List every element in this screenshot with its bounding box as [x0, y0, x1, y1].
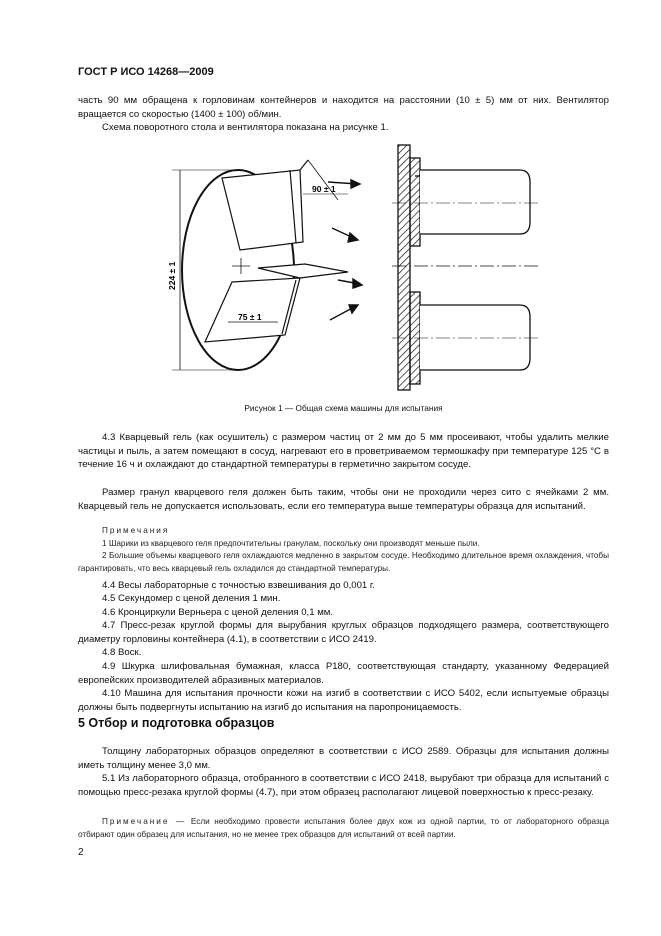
paragraph-4-4: 4.4 Весы лабораторные с точностью взвешивания до 0,001 г. — [102, 580, 375, 591]
section-5-note-text: Если необходимо провести испытания более двух кож из одной партии, то от лабораторного образца отбирают один образец для испытания, но не менее трех образцов для испытаний от всей партии. — [78, 817, 609, 839]
section-5-note-label: Примечание — — [102, 817, 187, 826]
paragraph-5-1: 5.1 Из лабораторного образца, отобранного в соответствии с ИСО 2418, вырубают три образца для испытаний с помощью пресс-резака круглой формы (4.7), при этом образец располагают лицевой поверхностью к пресс-резаку. — [78, 773, 609, 798]
figure-machine-diagram — [0, 0, 661, 420]
figure-caption: Рисунок 1 — Общая схема машины для испытания — [244, 403, 443, 413]
intro-paragraph-1: часть 90 мм обращена к горловинам контейнеров и находится на расстоянии (10 ± 5) мм от них. Вентилятор вращается со скоростью (1400 ± 100) об/мин. — [78, 95, 609, 120]
paragraph-4-7: 4.7 Пресс-резак круглой формы для вырубания круглых образцов подходящего размера, соответствующего диаметру горловины контейнера (4.1), в соответствии с ИСО 2419. — [78, 620, 609, 645]
section-5-heading: 5 Отбор и подготовка образцов — [78, 716, 275, 730]
paragraph-4-8: 4.8 Воск. — [102, 647, 142, 658]
document-header: ГОСТ Р ИСО 14268—2009 — [78, 66, 214, 78]
section-5-note — [78, 816, 609, 841]
notes-title — [78, 525, 609, 538]
paragraph-4-3: 4.3 Кварцевый гель (как осушитель) с размером частиц от 2 мм до 5 мм просеивают, чтобы удалить мелкие частицы и пыль, а затем помещают в сосуд, нагревают его в проветриваемом термошкафу при температуре 125 °С в течение 16 ч и охлаждают до стандартной температуры в герметично закрытом сосуде. — [78, 432, 609, 471]
paragraph-4-6: 4.6 Кронциркули Верньера с ценой деления 0,1 мм. — [102, 607, 334, 618]
section-5-paragraph-1: Толщину лабораторных образцов определяют в соответствии с ИСО 2589. Образцы для испытания должны иметь толщину менее 3,0 мм. — [78, 746, 609, 771]
note-1: 1 Шарики из кварцевого геля предпочтительны гранулам, поскольку они производят меньше пыли. — [102, 539, 480, 548]
intro-paragraph-2: Схема поворотного стола и вентилятора показана на рисунке 1. — [102, 122, 389, 133]
note-2: 2 Большие объемы кварцевого геля охлаждаются медленно в закрытом сосуде. Необходимо длительное время охлаждения, чтобы гарантировать, что весь кварцевый гель охладился до стандартной температуры. — [78, 551, 609, 573]
paragraph-4-10: 4.10 Машина для испытания прочности кожи на изгиб в соответствии с ИСО 5402, если испытуемые образцы должны быть подвергнуты испытанию на изгиб до испытания на паропроницаемость. — [78, 688, 609, 713]
paragraph-4-5: 4.5 Секундомер с ценой деления 1 мин. — [102, 593, 281, 604]
paragraph-4-9: 4.9 Шкурка шлифовальная бумажная, класса Р180, соответствующая стандарту, указанному Федерацией европейских производителей абразивных материалов. — [78, 661, 609, 686]
page-number: 2 — [78, 847, 84, 858]
dimension-75-label: 75 ± 1 — [238, 312, 262, 322]
notes-title-text: Примечания — [102, 526, 170, 535]
dimension-224-label: 224 ± 1 — [167, 261, 177, 290]
dimension-90-label: 90 ± 1 — [312, 184, 336, 194]
paragraph-4-3-particle-size: Размер гранул кварцевого геля должен быть таким, чтобы они не проходили через сито с ячейками 2 мм. Кварцевый гель не допускается использовать, если его температура выше температуры образца для испытаний. — [78, 487, 609, 512]
